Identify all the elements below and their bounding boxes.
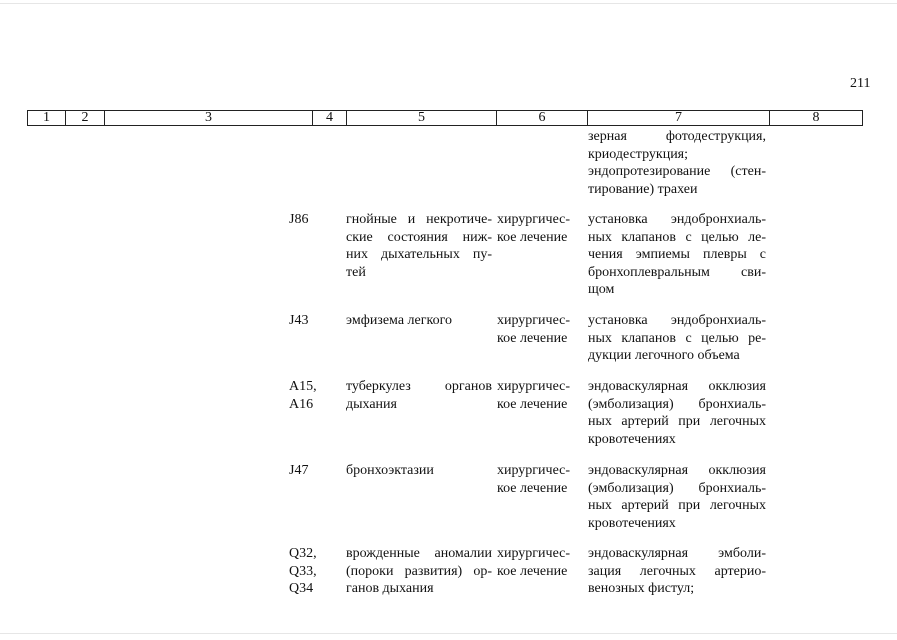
table-header-row <box>27 110 863 126</box>
cell-line: (эмболизация) бронхиаль- <box>588 396 766 412</box>
cell-line: щом <box>588 282 615 297</box>
cell-line: кое лечение <box>497 396 568 412</box>
cell-line: (пороки развития) ор- <box>346 563 492 579</box>
cell-code <box>289 378 339 413</box>
cell-line: (эмболизация) бронхиаль- <box>588 480 766 496</box>
header-col-1: 1 <box>43 110 50 125</box>
cell-line: Q34 <box>289 581 314 596</box>
scan-artifact-top <box>0 3 897 4</box>
cell-line: A15, <box>289 379 317 394</box>
cell-line: дукции легочного объема <box>588 348 740 363</box>
cell-line: хирургичес- <box>497 313 571 328</box>
cell-treatment <box>497 545 579 580</box>
scan-artifact-bottom <box>0 633 897 634</box>
header-col-5: 5 <box>346 111 496 125</box>
cell-line: бронхоэктазии <box>346 463 434 478</box>
cell-line: эндопротезирование (стен- <box>588 164 766 179</box>
cell-line: установка эндобронхиаль- <box>588 212 766 227</box>
cell-line: зерная фотодеструкция, <box>588 129 766 144</box>
cell-line: венозных фистул; <box>588 581 695 596</box>
cell-line: J43 <box>289 313 309 328</box>
cell-line: кровотечениях <box>588 515 676 531</box>
cell-diagnosis <box>346 462 492 480</box>
cell-method <box>588 128 766 198</box>
cell-line: хирургичес- <box>497 546 571 561</box>
cell-line: установка эндобронхиаль- <box>588 313 766 328</box>
cell-line: J86 <box>289 212 309 227</box>
cell-method <box>588 462 766 532</box>
cell-diagnosis <box>346 211 492 281</box>
cell-line: кое лечение <box>497 229 568 245</box>
cell-code <box>289 312 339 330</box>
cell-method <box>588 211 766 299</box>
cell-line: ных клапанов с целью ре- <box>588 330 766 346</box>
cell-line: дыхания <box>346 396 397 412</box>
header-col-7: 7 <box>587 111 769 125</box>
cell-line: ных клапанов с целью ле- <box>588 229 766 245</box>
cell-line: кровотечениях <box>588 431 676 447</box>
cell-line: зация легочных артерио- <box>588 563 766 579</box>
cell-treatment <box>497 462 579 497</box>
cell-diagnosis <box>346 378 492 413</box>
header-col-6: 6 <box>496 111 587 125</box>
cell-treatment <box>497 211 579 246</box>
cell-line: них дыхательных пу- <box>346 247 492 262</box>
cell-line: Q33, <box>289 563 317 579</box>
cell-line: эндоваскулярная окклюзия <box>588 463 766 478</box>
cell-line: бронхоплевральным сви- <box>588 264 766 280</box>
cell-line: J47 <box>289 463 309 478</box>
cell-line: кое лечение <box>497 480 568 496</box>
cell-treatment <box>497 378 579 413</box>
cell-line: ных артерий при легочных <box>588 498 766 513</box>
cell-method <box>588 378 766 448</box>
cell-line: туберкулез органов <box>346 379 492 394</box>
cell-line: ские состояния ниж- <box>346 229 492 245</box>
cell-line: гнойные и некротиче- <box>346 212 492 227</box>
header-col-4: 4 <box>312 111 346 125</box>
cell-line: ных артерий при легочных <box>588 414 766 429</box>
cell-code <box>289 545 339 598</box>
header-col-3: 3 <box>104 111 312 125</box>
cell-line: A16 <box>289 396 314 412</box>
cell-method <box>588 545 766 598</box>
cell-line: тей <box>346 264 366 280</box>
cell-line: кое лечение <box>497 563 568 579</box>
cell-method <box>588 312 766 365</box>
cell-line: хирургичес- <box>497 379 571 394</box>
cell-line: эмфизема легкого <box>346 313 452 328</box>
cell-code <box>289 211 339 229</box>
cell-line: эндоваскулярная окклюзия <box>588 379 766 394</box>
cell-diagnosis <box>346 545 492 598</box>
cell-line: криодеструкция; <box>588 146 689 162</box>
header-col-8: 8 <box>769 111 862 125</box>
cell-line: хирургичес- <box>497 463 571 478</box>
page-number: 211 <box>850 76 871 91</box>
cell-line: ганов дыхания <box>346 581 434 596</box>
cell-line: врожденные аномалии <box>346 546 492 561</box>
cell-diagnosis <box>346 312 492 330</box>
cell-code <box>289 462 339 480</box>
cell-line: эндоваскулярная эмболи- <box>588 546 766 561</box>
cell-line: кое лечение <box>497 330 568 346</box>
cell-treatment <box>497 312 579 347</box>
cell-line: хирургичес- <box>497 212 571 227</box>
cell-line: чения эмпиемы плевры с <box>588 247 766 262</box>
cell-line: тирование) трахеи <box>588 181 698 197</box>
cell-line: Q32, <box>289 546 317 561</box>
header-col-2: 2 <box>65 111 104 125</box>
